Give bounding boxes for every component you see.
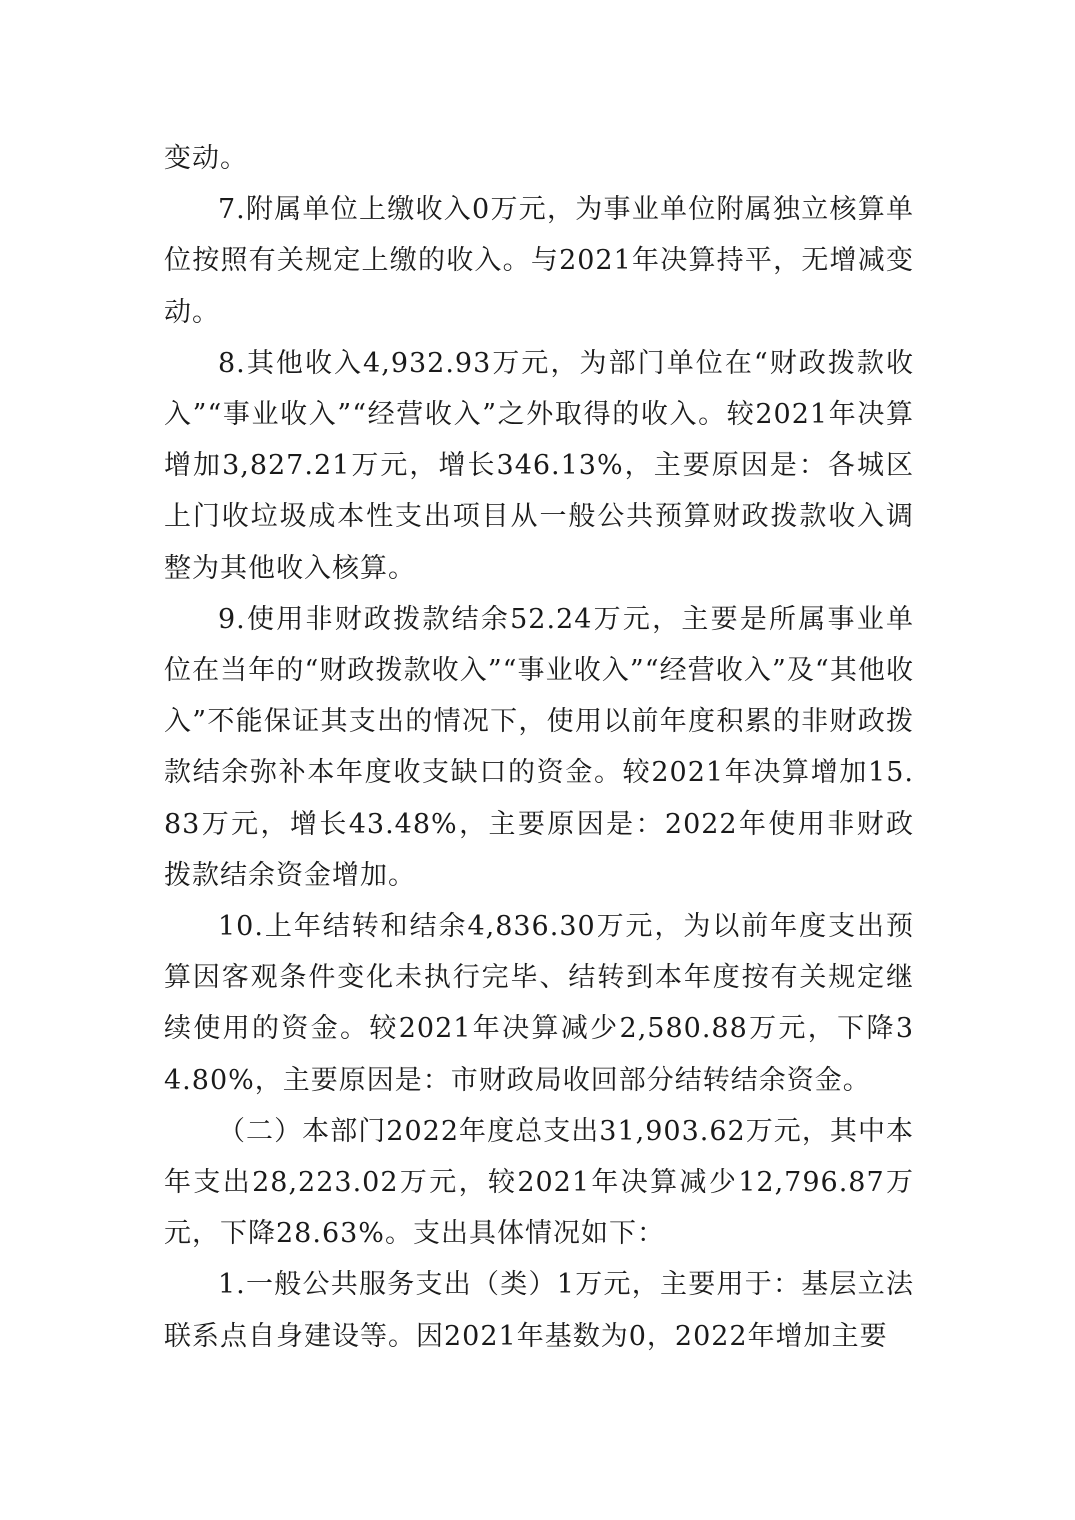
paragraph-item-10: 10.上年结转和结余4,836.30万元，为以前年度支出预算因客观条件变化未执行完毕、结转到本年度按有关规定继续使用的资金。较2021年决算减少2,580.88万元，下降34.80%，主要原因是：市财政局收回部分结转结余资金。 (164, 911, 914, 1096)
paragraph-continuation: 变动。 (164, 143, 248, 174)
paragraph-item-8: 8.其他收入4,932.93万元，为部门单位在“财政拨款收入”“事业收入”“经营收入”之外取得的收入。较2021年决算增加3,827.21万元，增长346.13%，主要原因是：各城区上门收垃圾成本性支出项目从一般公共预算财政拨款收入调整为其他收入核算。 (164, 347, 914, 584)
paragraph-item-9: 9.使用非财政拨款结余52.24万元，主要是所属事业单位在当年的“财政拨款收入”“事业收入”“经营收入”及“其他收入”不能保证其支出的情况下，使用以前年度积累的非财政拨款结余弥补本年度收支缺口的资金。较2021年决算增加15.83万元，增长43.48%，主要原因是：2022年使用非财政拨款结余资金增加。 (164, 603, 914, 891)
paragraph-section-2: （二）本部门2022年度总支出31,903.62万元，其中本年支出28,223.02万元，较2021年决算减少12,796.87万元，下降28.63%。支出具体情况如下： (164, 1115, 914, 1250)
paragraph-item-7: 7.附属单位上缴收入0万元，为事业单位附属独立核算单位按照有关规定上缴的收入。与2021年决算持平，无增减变动。 (164, 194, 914, 328)
paragraph-expense-item-1: 1.一般公共服务支出（类）1万元，主要用于：基层立法联系点自身建设等。因2021年基数为0，2022年增加主要 (164, 1269, 914, 1352)
document-body (164, 133, 914, 1362)
